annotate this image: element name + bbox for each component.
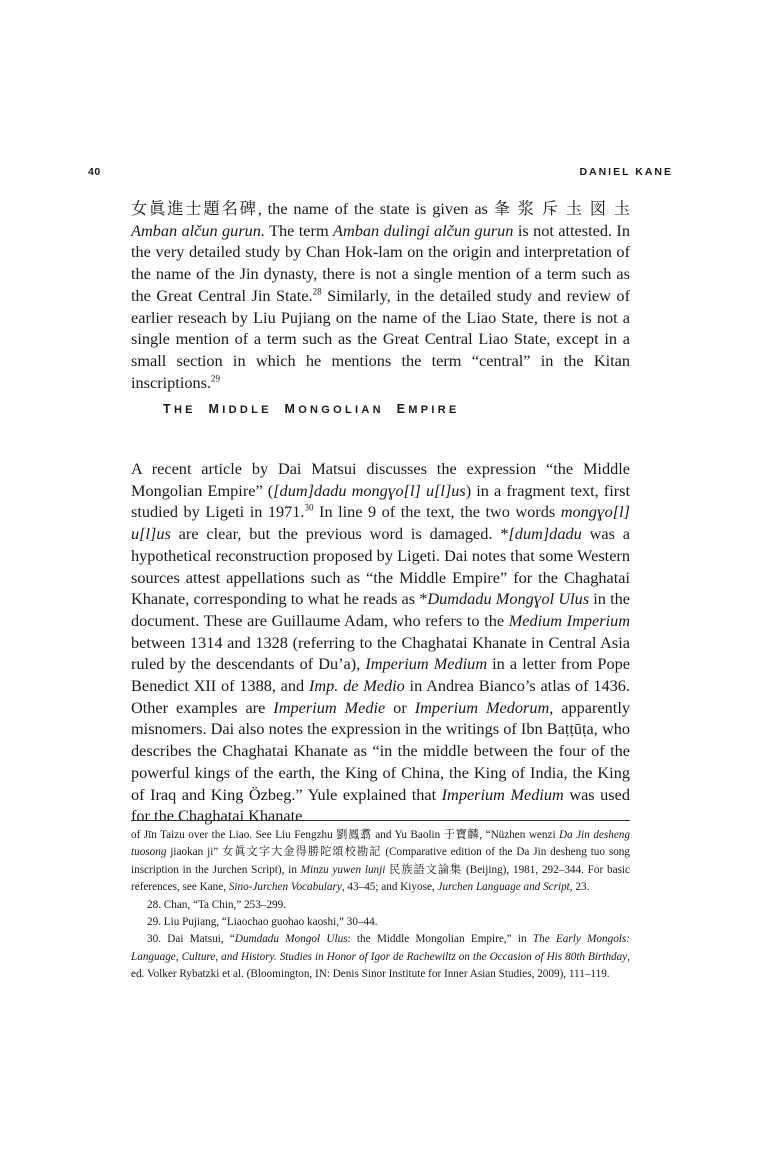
italic-term: [dum]dadu mongɣo[l] u[l]us xyxy=(273,480,466,500)
italic-title: Da Jin desheng tuosong xyxy=(131,829,630,859)
italic-term: Amban alčun gurun. xyxy=(131,220,266,240)
italic-term: Amban dulingi alčun gurun xyxy=(333,220,514,240)
text-run: , 23. xyxy=(569,881,590,894)
text-run: 30. Dai Matsui, “ xyxy=(147,933,235,946)
footnotes xyxy=(131,827,630,984)
heading-rest: IDDLE xyxy=(222,404,272,416)
heading-initial: M xyxy=(284,402,299,416)
text-run: , 43–45; and Kiyose, xyxy=(341,881,438,894)
italic-title: Sino-Jurchen Vocabulary xyxy=(228,881,342,894)
italic-term: mongɣo[l] u[l]us xyxy=(131,502,630,544)
text-run: are clear, but the previous word is damaged. * xyxy=(170,524,509,544)
italic-title: Minzu yuwen lunji xyxy=(300,863,386,876)
italic-term: Medium Imperium xyxy=(508,610,630,630)
text-run: In line 9 of the text, the two words xyxy=(313,502,561,522)
italic-term: Imperium Medie xyxy=(273,697,386,717)
jurchen-script-text: 夆 浆 斥 圡 図 圡 xyxy=(493,199,630,218)
text-run: was used for the Chaghatai Khanate xyxy=(131,784,630,826)
italic-term: [dum]dadu xyxy=(508,524,582,544)
text-run: in a letter from Pope Benedict XII of 1388, and xyxy=(131,654,630,696)
footnote-ref-30: 30 xyxy=(304,502,314,513)
heading-rest: ONGOLIAN xyxy=(298,404,384,416)
text-run: in Andrea Bianco’s atlas of 1436. Other examples are xyxy=(131,676,630,717)
text-run: A recent article by Dai Matsui discusses the expression “the Middle Mongolian Empire” ( xyxy=(131,459,630,500)
text-run: in the document. These are Guillaume Adam, who refers to the xyxy=(131,589,630,630)
text-run: ) in a fragment text, first studied by Ligeti in 1971. xyxy=(131,480,631,522)
page-number: 40 xyxy=(88,166,101,178)
italic-title: The Early Mongols: Language, Culture, and History. Studies in Honor of Igor de Rachewiltz on the Occasion of His 80th Birthday xyxy=(131,933,630,963)
italic-title: Jurchen Language and Script xyxy=(437,881,570,894)
italic-title: Dumdadu Mongol Ulus xyxy=(234,933,348,946)
heading-rest: MPIRE xyxy=(408,404,460,416)
footnote-28: 28. Chan, “Ta Chin,” 253–299. xyxy=(147,898,287,911)
footnote-divider xyxy=(131,820,630,821)
footnote-ref-29: 29 xyxy=(211,373,221,384)
footnote-30 xyxy=(131,931,630,983)
footnote-continuation xyxy=(131,827,630,897)
heading-initial: M xyxy=(208,402,223,416)
text-run: was a hypothetical reconstruction proposed by Ligeti. Dai notes that some Western sources attest appellations such as “the Middle Empire” for the Chaghatai Khanate, corresponding to what he reads as * xyxy=(131,524,630,609)
text-run: The term xyxy=(265,220,333,240)
text-run: is not attested. In the very detailed study by Chan Hok-lam on the origin and interpretation of the name of the Jin dynasty, there is not a single mention of a term such as the Great Central Jin State. xyxy=(131,220,630,305)
text-run: or xyxy=(385,697,415,717)
text-run: : the Middle Mongolian Empire,” in xyxy=(347,933,533,946)
footnote-ref-28: 28 xyxy=(312,286,322,297)
italic-term: Dumdadu Mongɣol Ulus xyxy=(427,589,590,609)
heading-initial: T xyxy=(163,402,174,416)
body-paragraph-1 xyxy=(131,198,630,393)
text-run: jiaokan ji” 女眞文字大金得勝陀頌校勘記 (Comparative edition of the Da Jin desheng tuo song inscription in the Jurchen Script), in xyxy=(131,846,630,876)
text-run: between 1314 and 1328 (referring to the Chaghatai Khanate in Central Asia ruled by the descendants of Du’a), xyxy=(131,632,630,674)
footnote-29: 29. Liu Pujiang, “Liaochao guohao kaoshi,” 30–44. xyxy=(147,916,378,929)
italic-term: Imp. de Medio xyxy=(308,676,405,696)
text-run: , apparently misnomers. Dai also notes the expression in the writings of Ibn Baṭṭūṭa, who describes the Chaghatai Khanate as “in the middle between the four of the powerful kings of the earth, the King of China, the King of India, the King of Iraq and King Özbeg.” Yule explained that xyxy=(131,697,630,804)
heading-rest: HE xyxy=(173,404,196,416)
text-run: 民族語文論集 (Beijing), 1981, 292–344. For basic references, see Kane, xyxy=(131,863,630,894)
body-paragraph-2 xyxy=(131,458,630,827)
running-head-author: DANIEL KANE xyxy=(579,166,673,178)
text-run: , ed. Volker Rybatzki et al. (Bloomington, IN: Denis Sinor Institute for Inner Asian Studies, 2009), 111–119. xyxy=(131,950,630,981)
italic-term: Imperium Medium xyxy=(441,784,564,804)
heading-initial: E xyxy=(396,402,409,416)
text-run: Similarly, in the detailed study and review of earlier reseach by Liu Pujiang on the name of the Liao State, there is not a single mention of a term such as the Great Central Liao State, except in a small section in which he mentions the term “central” in the Kitan inscriptions. xyxy=(131,285,630,392)
text-run: 女眞進士題名碑, the name of the state is given as xyxy=(131,199,494,218)
text-run: of Jīn Taizu over the Liao. See Liu Fengzhu 劉鳳翥 and Yu Baolin 于寶麟, “Nüzhen wenzi xyxy=(131,829,560,841)
section-heading xyxy=(163,402,460,416)
italic-term: Imperium Medorum xyxy=(414,697,550,717)
italic-term: Imperium Medium xyxy=(365,654,488,674)
